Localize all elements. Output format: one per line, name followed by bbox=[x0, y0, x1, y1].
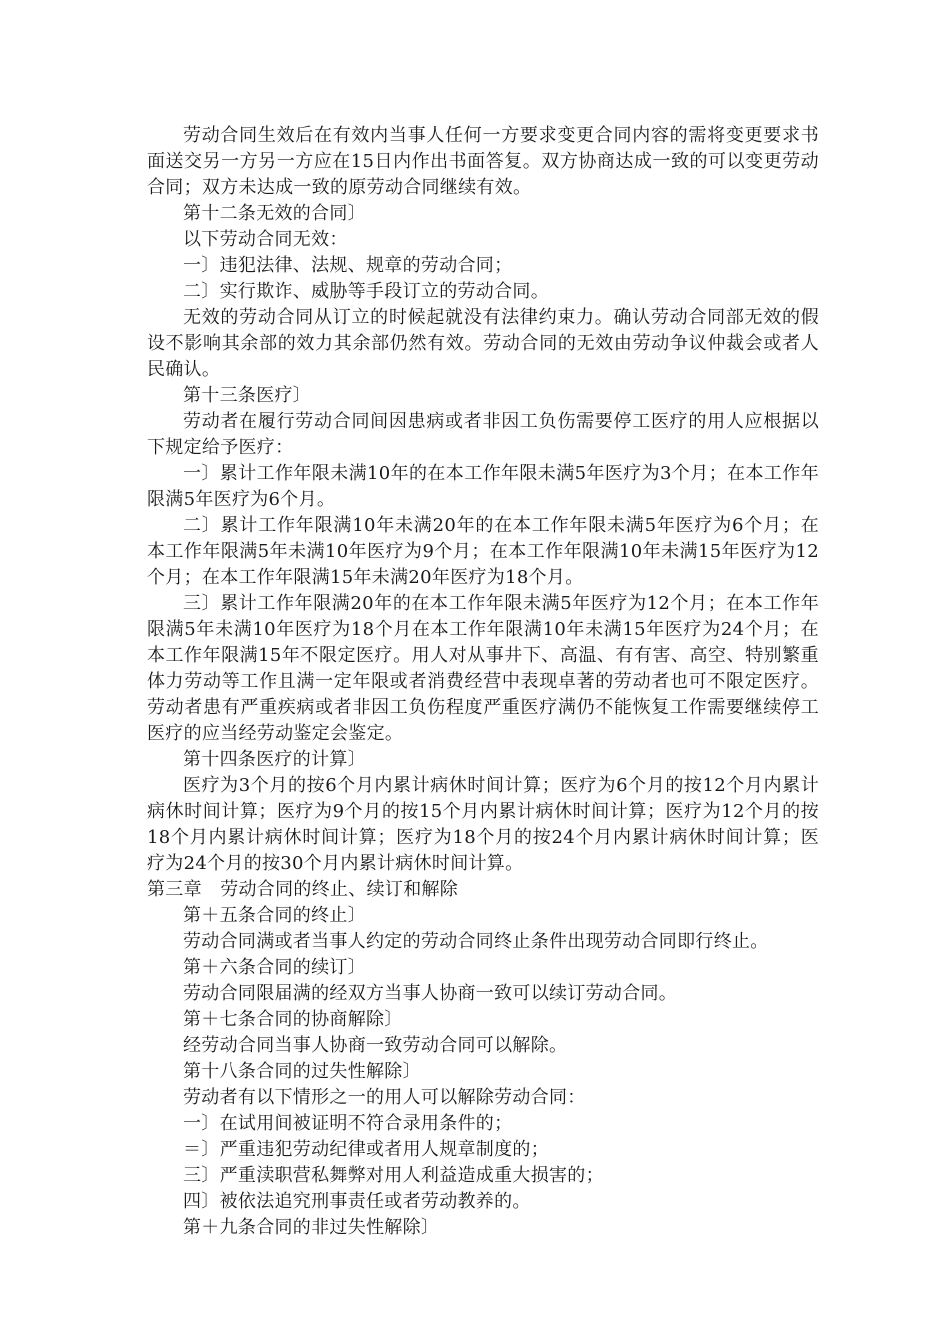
list-item: 一〕违犯法律、法规、规章的劳动合同； bbox=[183, 255, 513, 276]
list-item: 三〕严重渎职营私舞弊对用人利益造成重大损害的； bbox=[183, 1165, 604, 1186]
list-item: ＝〕严重违犯劳动纪律或者用人规章制度的； bbox=[183, 1139, 549, 1160]
list-item: 二〕实行欺诈、威胁等手段订立的劳动合同。 bbox=[183, 281, 549, 302]
paragraph: 劳动合同满或者当事人约定的劳动合同终止条件出现劳动合同即行终止。 bbox=[183, 931, 769, 952]
paragraph: 劳动者有以下情形之一的用人可以解除劳动合同： bbox=[183, 1087, 586, 1108]
paragraph: 劳动者在履行劳动合同间因患病或者非因工负伤需要停工医疗的用人应根据以下规定给予医疗： bbox=[147, 411, 819, 458]
article-heading: 第＋五条合同的终止〕 bbox=[183, 905, 366, 926]
paragraph: 劳动合同限届满的经双方当事人协商一致可以续订劳动合同。 bbox=[183, 983, 678, 1004]
paragraph: 医疗为3个月的按6个月内累计病休时间计算；医疗为6个月的按12个月内累计病休时间计算；医疗为9个月的按15个月内累计病休时间计算；医疗为12个月的按18个月内累计病休时间计算；医疗为18个月的按24个月内累计病休时间计算；医疗为24个月的按30个月内累计病休时间计算。 bbox=[147, 775, 819, 874]
article-heading: 第十四条医疗的计算〕 bbox=[183, 749, 366, 770]
list-item: 三〕累计工作年限满20年的在本工作年限未满5年医疗为12个月；在本工作年限满5年未满10年医疗为18个月在本工作年限满10年未满15年医疗为24个月；在本工作年限满15年不限定医疗。用人对从事井下、高温、有有害、高空、特别繁重体力劳动等工作且满一定年限或者消费经营中表现卓著的劳动者也可不限定医疗。劳动者患有严重疾病或者非因工负伤程度严重医疗满仍不能恢复工作需要继续停工医疗的应当经劳动鉴定会鉴定。 bbox=[147, 593, 819, 744]
article-heading: 第十八条合同的过失性解除〕 bbox=[183, 1061, 421, 1082]
article-heading: 第＋七条合同的协商解除〕 bbox=[183, 1009, 403, 1030]
paragraph: 无效的劳动合同从订立的时候起就没有法律约束力。确认劳动合同部无效的假设不影响其余部的效力其余部仍然有效。劳动合同的无效由劳动争议仲裁会或者人民确认。 bbox=[147, 307, 819, 380]
document-body bbox=[147, 123, 819, 1241]
list-item: 一〕累计工作年限未满10年的在本工作年限未满5年医疗为3个月；在本工作年限满5年医疗为6个月。 bbox=[147, 463, 819, 510]
paragraph: 经劳动合同当事人协商一致劳动合同可以解除。 bbox=[183, 1035, 568, 1056]
article-heading: 第十三条医疗〕 bbox=[183, 385, 312, 406]
list-item: 二〕累计工作年限满10年未满20年的在本工作年限未满5年医疗为6个月；在本工作年限满5年未满10年医疗为9个月；在本工作年限满10年未满15年医疗为12个月；在本工作年限满15年未满20年医疗为18个月。 bbox=[147, 515, 819, 588]
article-heading: 第＋九条合同的非过失性解除〕 bbox=[183, 1217, 440, 1238]
paragraph: 以下劳动合同无效： bbox=[183, 229, 348, 250]
chapter-heading: 第三章 劳动合同的终止、续订和解除 bbox=[147, 879, 459, 900]
article-heading: 第＋六条合同的续订〕 bbox=[183, 957, 366, 978]
paragraph: 劳动合同生效后在有效内当事人任何一方要求变更合同内容的需将变更要求书面送交另一方另一方应在15日内作出书面答复。双方协商达成一致的可以变更劳动合同；双方未达成一致的原劳动合同继续有效。 bbox=[147, 125, 819, 198]
article-heading: 第十二条无效的合同〕 bbox=[183, 203, 366, 224]
list-item: 四〕被依法追究刑事责任或者劳动教养的。 bbox=[183, 1191, 531, 1212]
list-item: 一〕在试用间被证明不符合录用条件的； bbox=[183, 1113, 513, 1134]
